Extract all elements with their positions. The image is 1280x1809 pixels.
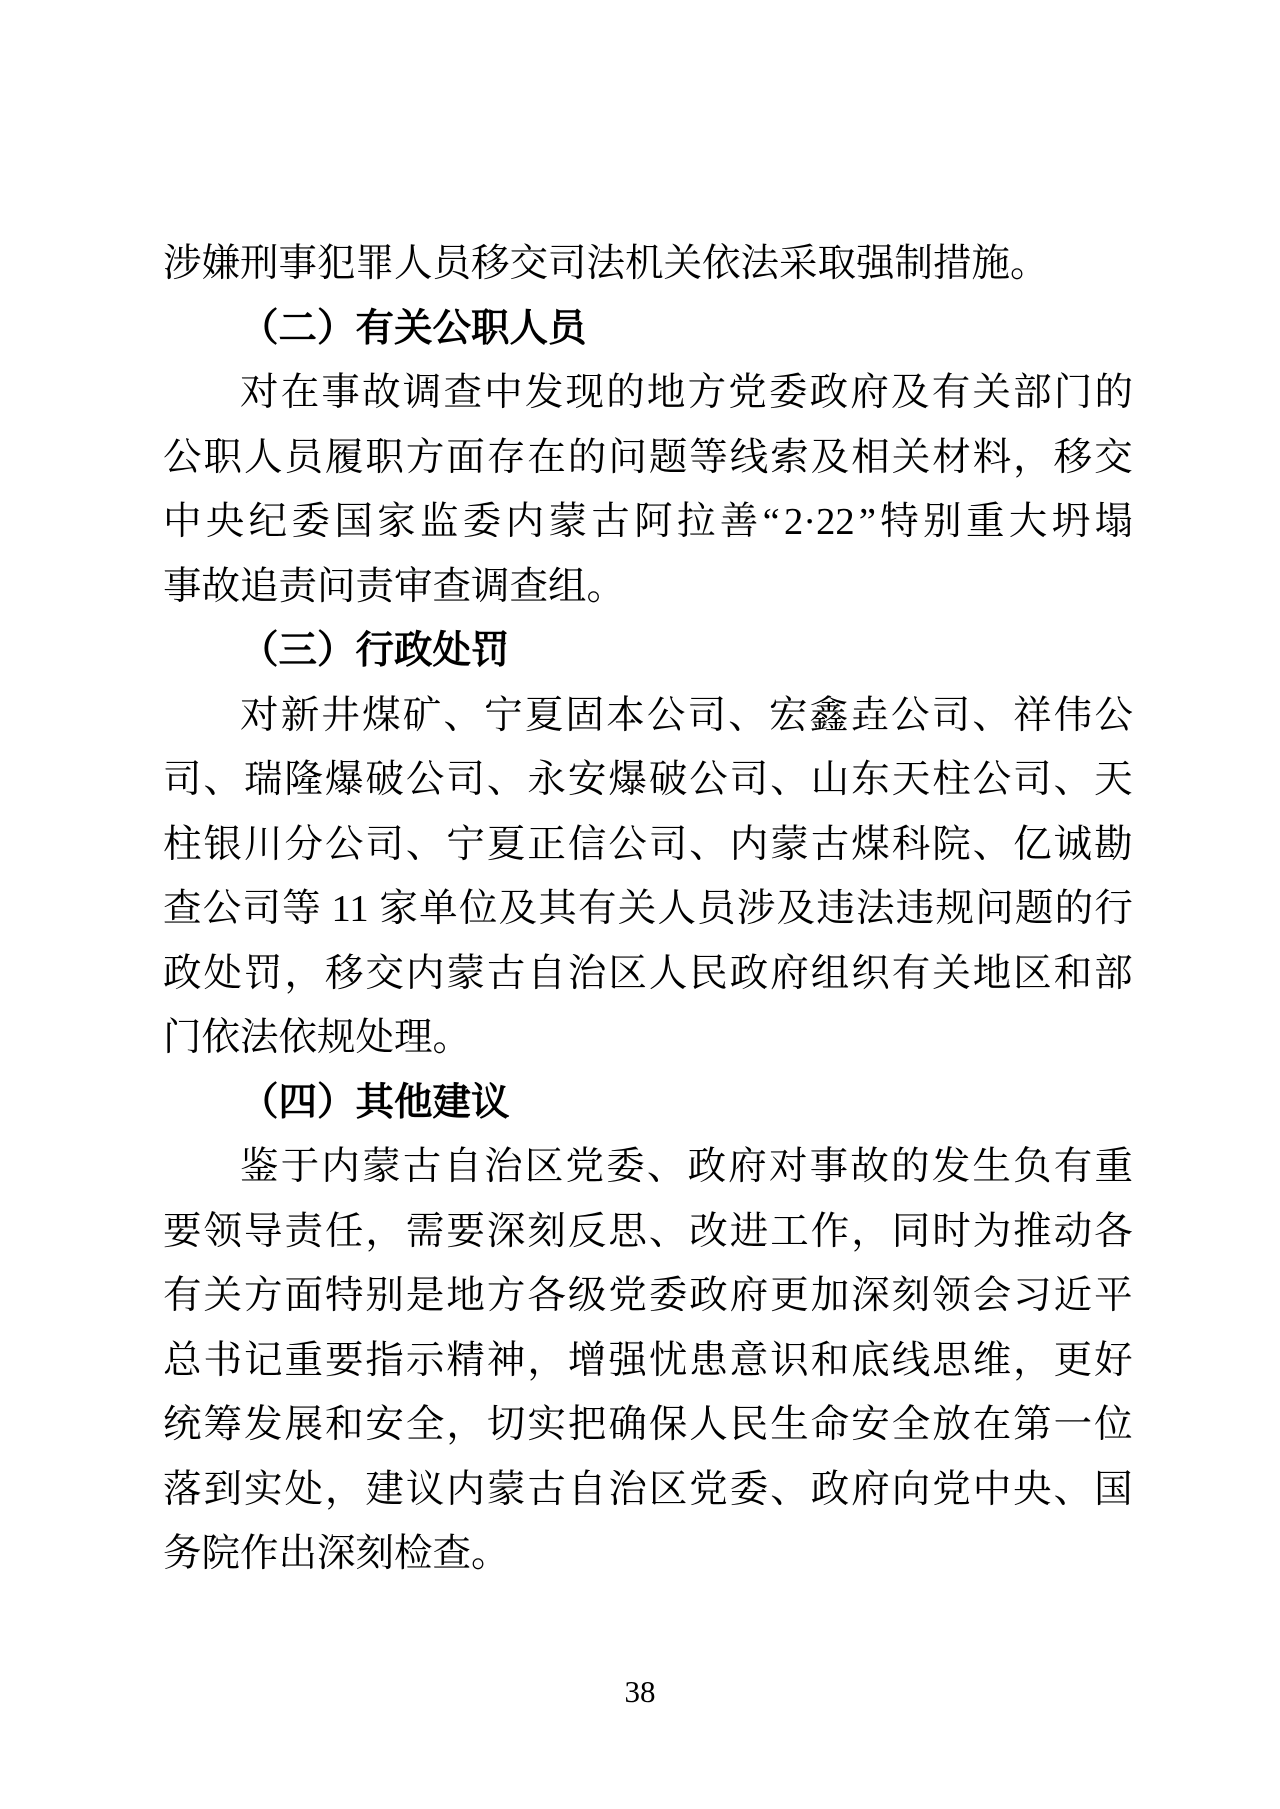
body-line: 柱 银 川 分 公 司 、 宁 夏 正 信 公 司 、 内 蒙 古 煤 科 院 、 亿 诚 勘 — [163, 823, 1133, 866]
body-line: 统 筹 发 展 和 安 全 ， 切 实 把 确 保 人 民 生 命 安 全 放 在 第 一 位 — [163, 1404, 1133, 1446]
body-line: 涉嫌刑事犯罪人员移交司法机关依法采取强制措施。 — [163, 243, 1049, 285]
body-line: 总 书 记 重 要 指 示 精 神 ， 增 强 忧 患 意 识 和 底 线 思 维 ， 更 好 — [163, 1339, 1133, 1382]
body-line: 事故追责问责审查调查组。 — [163, 565, 626, 608]
section-heading: （四）其他建议 — [240, 1081, 510, 1124]
body-line: 对 新 井 煤 矿 、 宁 夏 固 本 公 司 、 宏 鑫 垚 公 司 、 祥 伟 公 — [240, 694, 1133, 737]
body-line: 要 领 导 责 任 ， 需 要 深 刻 反 思 、 改 进 工 作 ， 同 时 为 推 动 各 — [163, 1210, 1133, 1253]
body-line: 对 在 事 故 调 查 中 发 现 的 地 方 党 委 政 府 及 有 关 部 门 的 — [240, 372, 1133, 414]
body-line: 鉴 于 内 蒙 古 自 治 区 党 委 、 政 府 对 事 故 的 发 生 负 有 重 — [240, 1146, 1133, 1188]
body-line: 中 央 纪 委 国 家 监 委 内 蒙 古 阿 拉 善 “ 2·22 ” 特 别 重 大 坍 塌 — [163, 501, 1133, 543]
section-heading: （三）行政处罚 — [240, 630, 510, 672]
body-line: 公 职 人 员 履 职 方 面 存 在 的 问 题 等 线 索 及 相 关 材 料 ， 移 交 — [163, 436, 1133, 479]
body-line: 有 关 方 面 特 别 是 地 方 各 级 党 委 政 府 更 加 深 刻 领 会 习 近 平 — [163, 1275, 1133, 1317]
body-line: 查 公 司 等 11 家 单 位 及 其 有 关 人 员 涉 及 违 法 违 规 问 题 的 行 — [163, 888, 1133, 930]
section-heading: （二）有关公职人员 — [240, 307, 587, 350]
body-line: 政 处 罚 ， 移 交 内 蒙 古 自 治 区 人 民 政 府 组 织 有 关 地 区 和 部 — [163, 952, 1133, 995]
body-line: 务院作出深刻检查。 — [163, 1533, 510, 1575]
body-line: 门依法依规处理。 — [163, 1017, 472, 1059]
body-line: 司 、 瑞 隆 爆 破 公 司 、 永 安 爆 破 公 司 、 山 东 天 柱 公 司 、 天 — [163, 759, 1133, 801]
body-line: 落 到 实 处 ， 建 议 内 蒙 古 自 治 区 党 委 、 政 府 向 党 中 央 、 国 — [163, 1468, 1133, 1511]
page-number: 38 — [624, 1674, 656, 1709]
document-body — [163, 232, 1133, 1587]
